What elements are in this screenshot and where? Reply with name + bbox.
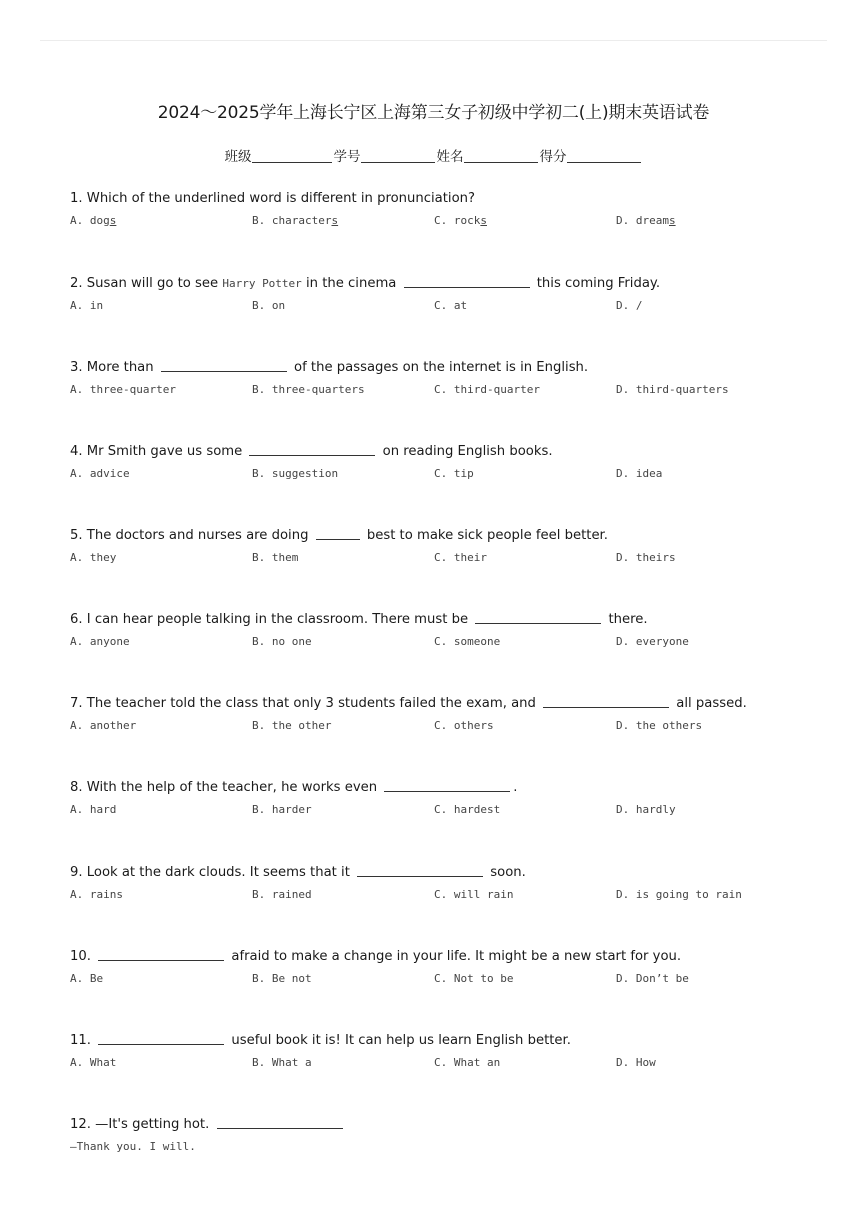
option-d: D. dreams: [616, 214, 676, 227]
options-row: [70, 383, 830, 399]
option-a: A. they: [70, 551, 117, 564]
option-a: A. dogs: [70, 214, 117, 227]
option-d: D. third-quarters: [616, 383, 729, 396]
question-stem: 3. More than of the passages on the internet is in English.: [70, 360, 589, 375]
question-6: [70, 611, 830, 651]
option-a: A. in: [70, 299, 104, 312]
option-a: A. hard: [70, 803, 117, 816]
option-d: D. everyone: [616, 635, 689, 648]
class-label: 班级: [224, 149, 252, 165]
option-d: D. the others: [616, 719, 703, 732]
name-blank: [464, 149, 538, 163]
id-label: 学号: [333, 149, 361, 165]
option-c: C. rocks: [434, 214, 487, 227]
answer-blank: [384, 779, 510, 792]
answer-blank: [161, 359, 287, 372]
option-a: A. another: [70, 719, 137, 732]
option-b: B. them: [252, 551, 299, 564]
question-4: [70, 443, 830, 483]
answer-blank: [475, 611, 601, 624]
question-1: [70, 191, 830, 230]
answer-blank: [543, 695, 669, 708]
option-b: B. the other: [252, 719, 332, 732]
option-c: C. at: [434, 299, 468, 312]
option-c: C. someone: [434, 635, 501, 648]
option-a: A. anyone: [70, 635, 130, 648]
question-11: [70, 1032, 830, 1072]
question-stem: 10. afraid to make a change in your life. It might be a new start for you.: [70, 949, 682, 964]
option-d: D. is going to rain: [616, 888, 742, 901]
option-c: C. Not to be: [434, 972, 514, 985]
options-row: [70, 214, 830, 230]
option-c: C. their: [434, 551, 487, 564]
score-label: 得分: [539, 149, 567, 165]
option-d: D. How: [616, 1056, 656, 1069]
question-stem: 7. The teacher told the class that only 3 students failed the exam, and all passed.: [70, 696, 747, 711]
option-b: B. rained: [252, 888, 312, 901]
options-row: [70, 635, 830, 651]
option-c: C. third-quarter: [434, 383, 540, 396]
student-info-line: [0, 145, 867, 165]
option-c: C. tip: [434, 467, 474, 480]
option-d: D. hardly: [616, 803, 676, 816]
option-d: D. /: [616, 299, 643, 312]
answer-blank: [404, 275, 530, 288]
question-12: [70, 1116, 830, 1153]
option-b: B. characters: [252, 214, 339, 227]
answer-blank: [316, 527, 360, 540]
question-9: [70, 864, 830, 904]
option-a: A. What: [70, 1056, 117, 1069]
question-stem: 2. Susan will go to see Harry Potter in the cinema this coming Friday.: [70, 276, 661, 291]
option-a: A. advice: [70, 467, 130, 480]
option-b: B. harder: [252, 803, 312, 816]
question-7: [70, 695, 830, 735]
option-d: D. Don’t be: [616, 972, 689, 985]
option-b: B. no one: [252, 635, 312, 648]
option-c: C. What an: [434, 1056, 501, 1069]
option-c: C. will rain: [434, 888, 514, 901]
option-b: B. suggestion: [252, 467, 339, 480]
question-stem: 6. I can hear people talking in the classroom. There must be there.: [70, 612, 648, 627]
question-stem: 1. Which of the underlined word is different in pronunciation?: [70, 191, 476, 206]
options-row: [70, 299, 830, 315]
answer-blank: [98, 1032, 224, 1045]
option-c: C. hardest: [434, 803, 501, 816]
question-stem: 12. —It's getting hot.: [70, 1116, 830, 1132]
answer-blank: [357, 864, 483, 877]
top-divider: [40, 40, 827, 41]
option-b: B. What a: [252, 1056, 312, 1069]
dialogue-reply: —Thank you. I will.: [70, 1140, 196, 1153]
book-title: Harry Potter: [222, 277, 302, 290]
options-row: [70, 888, 830, 904]
option-a: A. three-quarter: [70, 383, 176, 396]
option-d: D. theirs: [616, 551, 676, 564]
options-row: [70, 467, 830, 483]
question-10: [70, 948, 830, 988]
class-blank: [252, 149, 332, 163]
name-label: 姓名: [436, 149, 464, 165]
question-2: [70, 275, 830, 315]
option-d: D. idea: [616, 467, 663, 480]
id-blank: [361, 149, 435, 163]
answer-blank: [249, 443, 375, 456]
option-b: B. on: [252, 299, 286, 312]
option-a: A. rains: [70, 888, 123, 901]
answer-blank: [217, 1116, 343, 1129]
question-stem: 8. With the help of the teacher, he works even .: [70, 780, 518, 795]
score-blank: [567, 149, 641, 163]
question-8: [70, 779, 830, 819]
question-stem: 9. Look at the dark clouds. It seems that it soon.: [70, 865, 526, 880]
options-row: [70, 803, 830, 819]
question-5: [70, 527, 830, 567]
page-title: 2024～2025学年上海长宁区上海第三女子初级中学初二(上)期末英语试卷: [157, 103, 710, 123]
question-3: [70, 359, 830, 399]
options-row: [70, 719, 830, 735]
options-row: [70, 1056, 830, 1072]
option-a: A. Be: [70, 972, 104, 985]
question-stem: 11. useful book it is! It can help us learn English better.: [70, 1033, 571, 1048]
options-row: [70, 551, 830, 567]
option-b: B. Be not: [252, 972, 312, 985]
option-b: B. three-quarters: [252, 383, 365, 396]
options-row: [70, 972, 830, 988]
option-c: C. others: [434, 719, 494, 732]
answer-blank: [98, 948, 224, 961]
question-stem: 4. Mr Smith gave us some on reading English books.: [70, 444, 553, 459]
question-stem: 5. The doctors and nurses are doing best to make sick people feel better.: [70, 528, 608, 543]
